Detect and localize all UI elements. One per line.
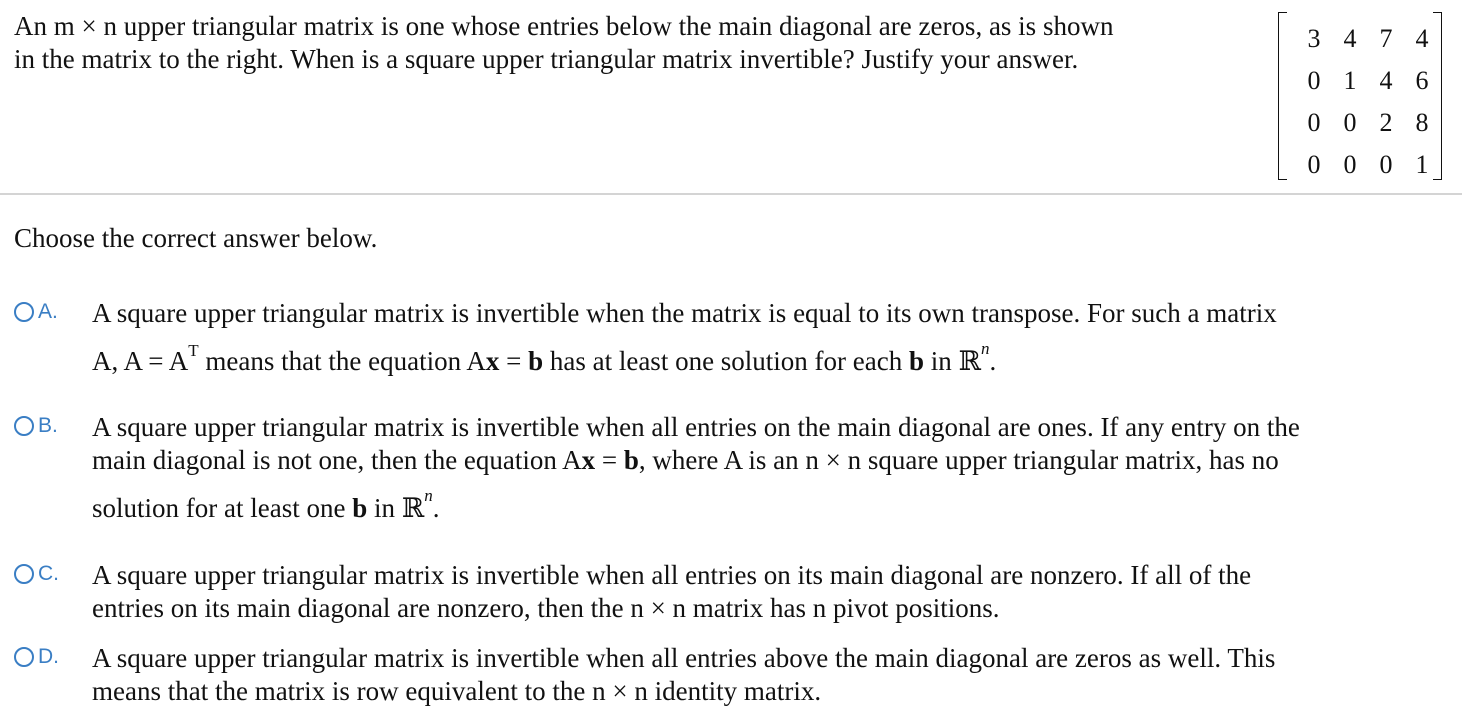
option-d-line-2: means that the matrix is row equivalent to the n × n identity matrix. [92, 676, 822, 706]
answer-prompt: Choose the correct answer below. [14, 223, 378, 253]
matrix-entry: 6 [1415, 66, 1429, 95]
vector-b: b [352, 493, 368, 523]
question-text [14, 10, 1244, 76]
option-c[interactable] [14, 559, 1454, 625]
option-a-radio[interactable] [14, 302, 34, 322]
option-d[interactable] [14, 642, 1454, 708]
option-c-line-2: entries on its main diagonal are nonzero, then the n × n matrix has n pivot positions. [92, 593, 1000, 623]
matrix-entry: 3 [1307, 24, 1321, 53]
option-b-text-fragment: solution for at least one [92, 493, 353, 523]
option-a-period: . [989, 346, 997, 376]
option-c-line-1: A square upper triangular matrix is invertible when all entries on its main diagonal are nonzero. If all of the [92, 560, 1252, 590]
vector-x: x [581, 445, 596, 475]
option-b-text-fragment: main diagonal is not one, then the equation A [92, 445, 582, 475]
option-c-letter: C. [38, 562, 59, 585]
option-b-selector[interactable] [14, 414, 92, 438]
matrix-entry: 2 [1379, 108, 1393, 137]
option-d-radio[interactable] [14, 647, 34, 667]
question-line-1: An m × n upper triangular matrix is one whose entries below the main diagonal are zeros, as is shown [14, 11, 1114, 41]
option-a[interactable] [14, 297, 1454, 386]
option-b-radio[interactable] [14, 416, 34, 436]
option-a-line-1: A square upper triangular matrix is invertible when the matrix is equal to its own transpose. For such a matrix [92, 298, 1277, 328]
matrix-entry: 1 [1415, 150, 1429, 179]
dimension-superscript: n [980, 339, 990, 358]
section-divider [0, 193, 1462, 195]
option-c-text [92, 559, 1447, 625]
vector-b: b [623, 445, 639, 475]
option-a-text [92, 297, 1447, 386]
option-a-text-fragment: A, A = A [92, 346, 189, 376]
option-b-text [92, 411, 1447, 533]
matrix-entry: 1 [1343, 66, 1357, 95]
matrix-entry: 8 [1415, 108, 1429, 137]
option-a-letter: A. [38, 300, 58, 323]
option-b-line-2 [92, 444, 1447, 477]
vector-b: b [909, 346, 925, 376]
matrix-grid [1296, 18, 1440, 186]
option-a-text-fragment: means that the equation A [198, 346, 486, 376]
option-b-line-1: A square upper triangular matrix is invertible when all entries on the main diagonal are ones. If any entry on the [92, 412, 1300, 442]
option-b-text-fragment: , where A is an n × n square upper triangular matrix, has no [638, 445, 1279, 475]
option-d-line-1: A square upper triangular matrix is invertible when all entries above the main diagonal are zeros as well. This [92, 643, 1276, 673]
real-space-symbol: in ℝ [367, 493, 425, 523]
vector-x: x [485, 346, 500, 376]
matrix-entry: 4 [1343, 24, 1357, 53]
option-b-period: . [432, 493, 440, 523]
matrix-entry: 7 [1379, 24, 1393, 53]
upper-triangular-matrix [1278, 12, 1442, 180]
option-b-letter: B. [38, 414, 58, 437]
matrix-entry: 0 [1307, 150, 1321, 179]
option-a-line-2 [92, 330, 1447, 386]
option-d-selector[interactable] [14, 645, 92, 669]
dimension-superscript: n [424, 486, 433, 505]
option-c-selector[interactable] [14, 562, 92, 586]
option-c-radio[interactable] [14, 564, 34, 584]
option-b[interactable] [14, 411, 1454, 533]
option-d-text [92, 642, 1447, 708]
matrix-entry: 0 [1307, 66, 1321, 95]
option-b-line-3 [92, 477, 1447, 533]
equals-sign: = [499, 346, 529, 376]
matrix-entry: 4 [1379, 66, 1393, 95]
matrix-entry: 0 [1343, 150, 1357, 179]
transpose-superscript: T [188, 341, 199, 360]
real-space-symbol: in ℝ [924, 346, 981, 376]
equals-sign: = [595, 445, 624, 475]
matrix-entry: 0 [1343, 108, 1357, 137]
vector-b: b [528, 346, 544, 376]
option-a-text-fragment: has at least one solution for each [543, 346, 909, 376]
question-line-2: in the matrix to the right. When is a square upper triangular matrix invertible? Justify your answer. [14, 44, 1079, 74]
matrix-entry: 0 [1379, 150, 1393, 179]
matrix-entry: 0 [1307, 108, 1321, 137]
matrix-entry: 4 [1415, 24, 1429, 53]
matrix-left-bracket [1278, 12, 1287, 180]
option-a-selector[interactable] [14, 300, 92, 324]
option-d-letter: D. [38, 645, 59, 668]
